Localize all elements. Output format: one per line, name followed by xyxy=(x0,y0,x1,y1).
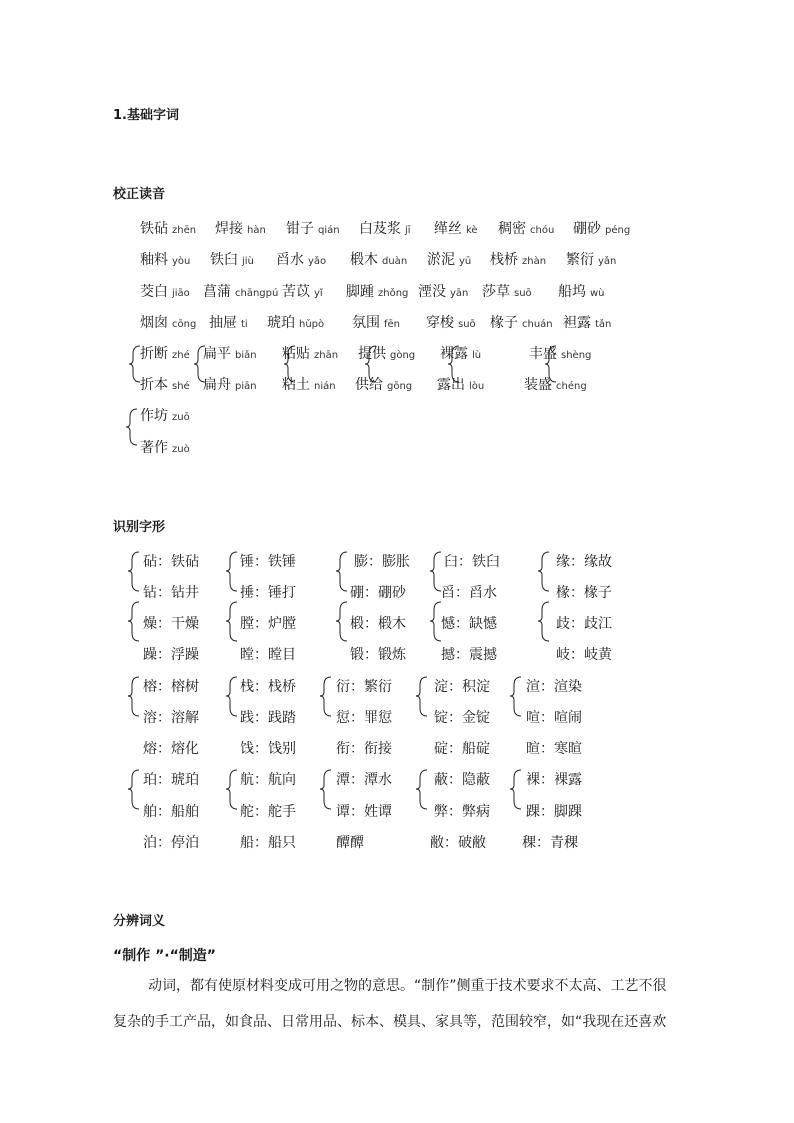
form-item: 瞠：瞠目 xyxy=(240,647,296,663)
reading-pair-bottom: 折本 shé xyxy=(140,377,190,393)
form-item: 钻：钻井 xyxy=(143,585,199,601)
reading-item: 船坞 wù xyxy=(558,284,605,300)
reading-item: 焊接 hàn xyxy=(215,221,266,237)
form-item: 熔：熔化 xyxy=(143,741,199,757)
forms-title: 识别字形 xyxy=(113,520,166,535)
form-item: 衍：繁衍 xyxy=(336,679,392,695)
form-item: 硼：硼砂 xyxy=(350,585,406,601)
reading-pair-bottom: 扁舟 piān xyxy=(203,377,257,393)
reading-item: 苦苡 yǐ xyxy=(282,284,323,300)
form-item: 碇：船碇 xyxy=(434,741,490,757)
form-item: 醰醰 xyxy=(336,835,364,851)
reading-pair-top: 扁平 biǎn xyxy=(203,346,257,362)
form-item: 栈：栈桥 xyxy=(240,679,296,695)
form-item: 航：航向 xyxy=(240,772,296,788)
reading-pair-top: 作坊 zuō xyxy=(140,408,190,424)
reading-item: 琥珀 hǔpò xyxy=(267,315,325,331)
reading-item: 舀水 yǎo xyxy=(276,252,327,268)
reading-item: 白芨浆 jī xyxy=(359,221,411,237)
reading-item: 铁臼 jiù xyxy=(210,252,254,268)
form-item: 憾：缺憾 xyxy=(441,616,497,632)
meaning-paragraph-line: 动词，都有使原材料变成可用之物的意思。“制作”侧重于技术要求不太高、工艺不很 xyxy=(148,978,667,994)
form-item: 淀：积淀 xyxy=(434,679,490,695)
form-item: 渲：渲染 xyxy=(526,679,582,695)
reading-pair-bottom: 装盛 chéng xyxy=(524,377,587,393)
form-item: 岐：岐黄 xyxy=(556,647,612,663)
reading-item: 栈桥 zhàn xyxy=(490,252,547,268)
form-item: 船：船只 xyxy=(240,835,296,851)
form-item: 裸：裸露 xyxy=(526,772,582,788)
form-item: 撼：震撼 xyxy=(441,647,497,663)
form-item: 膛：炉膛 xyxy=(240,616,296,632)
form-item: 锤：铁锤 xyxy=(240,554,296,570)
reading-item: 氛围 fēn xyxy=(352,315,401,331)
reading-pair-bottom: 著作 zuò xyxy=(140,440,190,456)
form-item: 珀：琥珀 xyxy=(143,772,199,788)
form-item: 臼：铁臼 xyxy=(444,554,500,570)
form-item: 躁：浮躁 xyxy=(143,647,199,663)
reading-item: 湮没 yān xyxy=(418,284,469,300)
reading-item: 釉料 yòu xyxy=(140,252,191,268)
form-item: 锭：金锭 xyxy=(434,710,490,726)
reading-title: 校正读音 xyxy=(113,187,166,202)
form-item: 捶：锤打 xyxy=(240,585,296,601)
form-item: 锻：锻炼 xyxy=(350,647,406,663)
form-item: 蔽：隐蔽 xyxy=(434,772,490,788)
reading-item: 椴木 duàn xyxy=(350,252,408,268)
reading-pair-top: 提供 gòng xyxy=(358,346,416,362)
form-item: 歧：歧江 xyxy=(556,616,612,632)
form-item: 喧：喧闹 xyxy=(526,710,582,726)
form-item: 暄：寒暄 xyxy=(526,741,582,757)
meaning-title: 分辨词义 xyxy=(113,914,166,929)
reading-item: 铁砧 zhēn xyxy=(140,221,197,237)
form-item: 椴：椴木 xyxy=(350,616,406,632)
reading-item: 穿梭 suō xyxy=(426,315,476,331)
meaning-subtitle: “制作 ”·“制造” xyxy=(113,948,216,964)
section-title: 1.基础字词 xyxy=(113,108,179,123)
reading-item: 椽子 chuán xyxy=(490,315,553,331)
reading-item: 烟囱 cōng xyxy=(140,315,197,331)
reading-item: 抽屉 ti xyxy=(209,315,248,331)
form-item: 泊：停泊 xyxy=(143,835,199,851)
reading-pair-bottom: 露出 lòu xyxy=(437,377,485,393)
reading-pair-bottom: 供给 gōng xyxy=(355,377,413,393)
form-item: 稞：青稞 xyxy=(522,835,578,851)
reading-item: 袒露 tǎn xyxy=(563,315,612,331)
form-item: 砧：铁砧 xyxy=(143,554,199,570)
form-item: 愆：罪愆 xyxy=(336,710,392,726)
reading-item: 莎草 suō xyxy=(482,284,532,300)
reading-item: 缂丝 kè xyxy=(434,221,478,237)
form-item: 践：践踏 xyxy=(240,710,296,726)
form-item: 榕：榕树 xyxy=(143,679,199,695)
form-item: 溶：溶解 xyxy=(143,710,199,726)
reading-pair-top: 裸露 lù xyxy=(440,346,482,362)
reading-item: 茭白 jiāo xyxy=(140,284,190,300)
reading-item: 硼砂 péng xyxy=(573,221,631,237)
form-item: 潭：潭水 xyxy=(336,772,392,788)
form-item: 舵：舵手 xyxy=(240,804,296,820)
form-item: 饯：饯别 xyxy=(240,741,296,757)
reading-item: 稠密 chóu xyxy=(498,221,555,237)
reading-pair-top: 丰盛 shèng xyxy=(529,346,592,362)
reading-item: 钳子 qián xyxy=(286,221,340,237)
reading-pair-top: 粘贴 zhān xyxy=(282,346,339,362)
reading-item: 繁衍 yǎn xyxy=(566,252,617,268)
form-item: 缘：缘故 xyxy=(556,554,612,570)
form-item: 舶：船舶 xyxy=(143,804,199,820)
form-item: 舀：舀水 xyxy=(441,585,497,601)
reading-item: 淤泥 yū xyxy=(427,252,472,268)
form-item: 弊：弊病 xyxy=(434,804,490,820)
form-item: 椽：椽子 xyxy=(556,585,612,601)
form-item: 膨：膨胀 xyxy=(354,554,410,570)
reading-item: 菖蒲 chāngpú xyxy=(203,284,279,300)
form-item: 谭：姓谭 xyxy=(336,804,392,820)
reading-pair-top: 折断 zhé xyxy=(140,346,190,362)
form-item: 敝：破敝 xyxy=(430,835,486,851)
form-item: 衔：衔接 xyxy=(336,741,392,757)
form-item: 燥：干燥 xyxy=(143,616,199,632)
form-item: 踝：脚踝 xyxy=(526,804,582,820)
meaning-paragraph-line: 复杂的手工产品，如食品、日常用品、标本、模具、家具等，范围较窄，如“我现在还喜欢 xyxy=(113,1014,667,1030)
reading-pair-bottom: 粘土 nián xyxy=(282,377,336,393)
reading-item: 脚踵 zhǒng xyxy=(346,284,409,300)
